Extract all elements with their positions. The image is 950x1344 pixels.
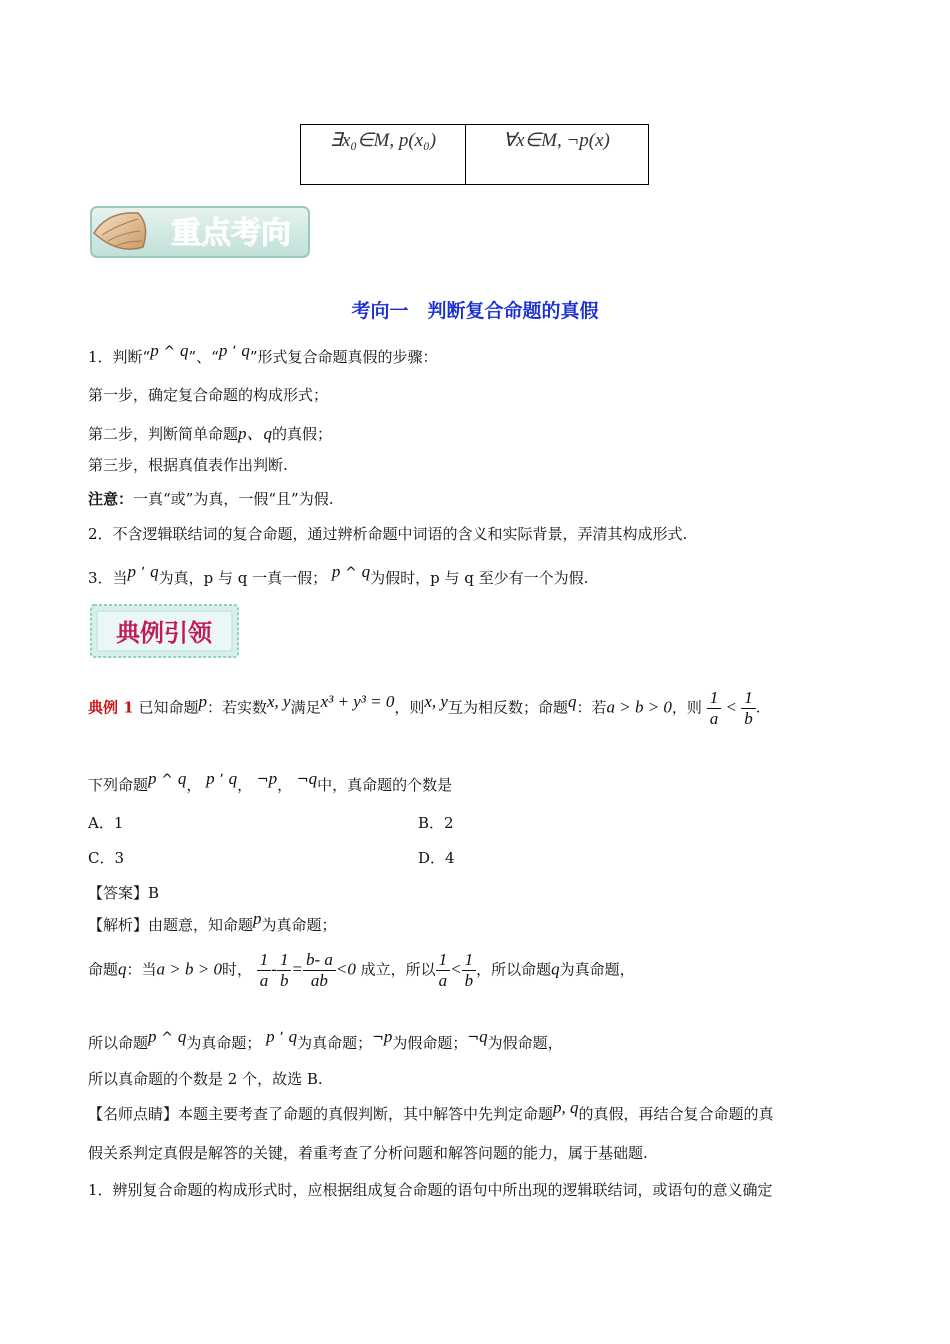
existential-formula: ∃x₀∈M, p(x₀) [329,130,437,151]
section-title: 考向一 判断复合命题的真假 [351,300,599,322]
option-b[interactable]: B．2 [418,814,454,832]
option-d[interactable]: D．4 [418,849,455,867]
focus-banner-text: 重点考向 [171,216,291,251]
example-1-question: 下列命题p ^ q， p ʼ q， ¬p， ¬q中，真命题的个数是 [88,769,453,794]
example-banner [88,602,241,660]
closing-line: 1．辨别复合命题的构成形式时，应根据组成复合命题的语句中所出现的逻辑联结词，或语句的意义确定 [88,1181,773,1199]
example-banner-text: 典例引领 [116,619,212,647]
step-intro: 1．判断“p ^ q”、“p ʼ q”形式复合命题真假的步骤： [88,341,438,366]
answer: 【答案】B [88,884,160,902]
step-3: 第三步，根据真值表作出判断. [88,456,288,474]
note: 注意：一真“或”为真，一假“且”为假. [88,490,334,508]
step-2: 第二步，判断简单命题p、q的真假； [88,424,333,443]
teacher-tip-1: 【名师点睛】本题主要考查了命题的真假判断，其中解答中先判定命题p, q的真假，再结合复合命题的真 [88,1098,774,1123]
analysis-line-1: 【解析】由题意，知命题p为真命题； [88,909,337,934]
analysis-line-3: 所以命题p ^ q为真命题； p ʼ q为真命题；¬p为假命题；¬q为假命题， [88,1027,563,1052]
quantifier-table [300,124,649,185]
analysis-line-4: 所以真命题的个数是 2 个，故选 B. [88,1070,323,1088]
step-1: 第一步，确定复合命题的构成形式； [88,386,329,404]
rule-2: 2．不含逻辑联结词的复合命题，通过辨析命题中词语的含义和实际背景，弄清其构成形式. [88,525,688,543]
example-1-statement: 典例 1 已知命题p：若实数x, y满足x³ + y³ = 0，则x, y互为相反数；命题q：若a > b > 0，则 $\frac{1}{a}$ < $\frac{1}{b}$ . [88,688,761,728]
rule-3: 3．当p ʼ q为真，p 与 q 一真一假； p ^ q为假时，p 与 q 至少有一个为假. [88,562,589,587]
table-cell-right [465,125,648,184]
analysis-line-2: 命题q：当a > b > 0时， $\frac{1}{a}$ - $\frac{1}{b}$ = $\frac{b- a}{ab}$ <0 成立，所以 $\frac{1}{a}$ < $\frac{1}{b}$ ，所以命题q为真命题， [88,950,635,990]
universal-negation-formula: ∀x∈M, ¬p(x) [503,130,610,151]
option-c[interactable]: C．3 [88,849,125,867]
focus-banner [88,203,312,261]
teacher-tip-2: 假关系判定真假是解答的关键，着重考查了分析问题和解答问题的能力，属于基础题. [88,1144,648,1162]
table-cell-left [301,125,466,184]
option-a[interactable]: A．1 [88,814,124,832]
